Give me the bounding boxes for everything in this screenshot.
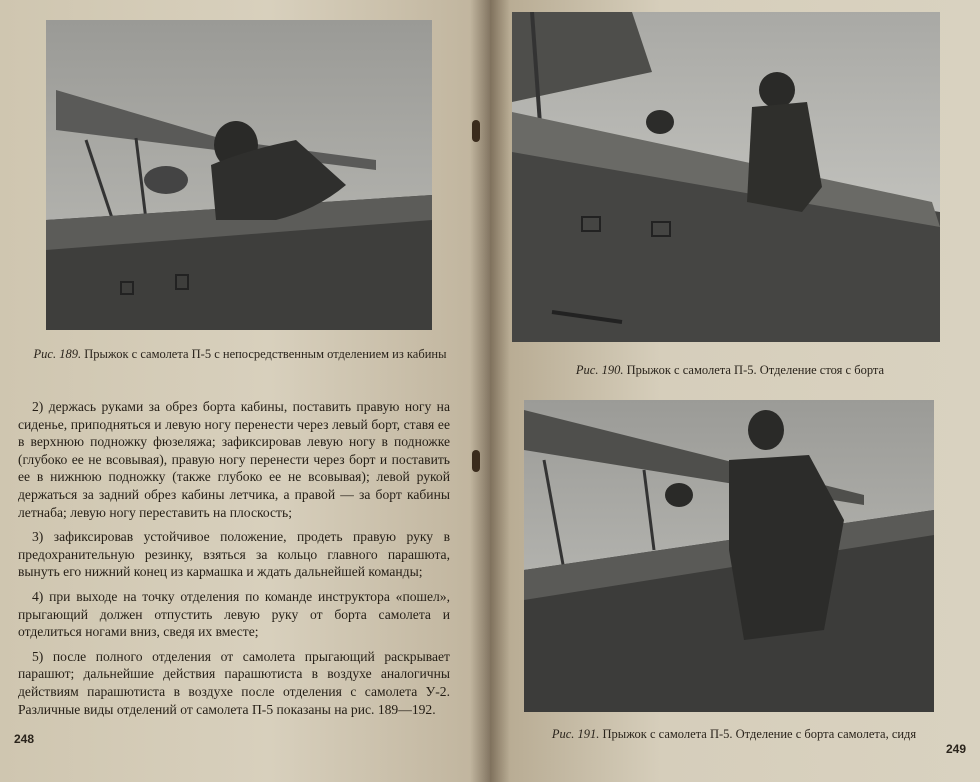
figure-caption-text: Прыжок с самолета П-5. Отделение стоя с борта (626, 363, 885, 377)
figure-caption-text: Прыжок с самолета П-5. Отделение с борта самолета, сидя (602, 727, 917, 741)
figure-caption-text: Прыжок с самолета П-5 с непосредственным отделением из кабины (84, 347, 447, 361)
figure-191-photo (524, 400, 934, 712)
figure-190-photo (512, 12, 940, 342)
figure-191-caption (514, 726, 954, 742)
figure-189-photo (46, 20, 432, 330)
paragraph: 2) держась руками за обрез борта кабины, поставить правую ногу на сиденье, приподняться и левую ногу перенести через левый борт, ставя ее в верхнюю подножку фюзеляжа; зафиксировав левую ногу в подножке (глубоко ее не всовывая), правую ногу перенести через борт и поставить ее в нижнюю подножку (также глубоко ее не всовывая); левой рукой держаться за задний обрез кабины летчика, а правой — за борт кабины летнаба; левую ногу переставить на плоскость; (18, 399, 450, 520)
binding-stitch (472, 450, 480, 472)
figure-189-caption (30, 346, 450, 362)
paragraph: 4) при выходе на точку отделения по команде инструктора «пошел», прыгающий должен отпустить левую руку от борта самолета и отделиться ногами вниз, сведя их вместе; (18, 588, 450, 640)
body-text (18, 398, 450, 725)
figure-number: Рис. 189. (33, 347, 82, 361)
paragraph: 5) после полного отделения от самолета прыгающий раскрывает парашют; дальнейшие действия парашютиста в воздухе аналогичны действиям парашютиста в воздухе после отделения с самолета У-2. Различные виды отделений от самолета П-5 показаны на рис. 189—192. (18, 648, 450, 717)
right-page (490, 0, 980, 782)
figure-190-caption (520, 362, 940, 378)
binding-stitch (472, 120, 480, 142)
page-number: 248 (14, 732, 35, 746)
paragraph: 3) зафиксировав устойчивое положение, продеть правую руку в предохранительную резинку, взяться за кольцо главного парашюта, вынуть его нижний конец из кармашка и ждать дальнейшей команды; (18, 529, 450, 580)
page-number: 249 (946, 742, 967, 756)
figure-number: Рис. 191. (551, 727, 600, 741)
figure-number: Рис. 190. (575, 363, 624, 377)
book-gutter (470, 0, 510, 782)
